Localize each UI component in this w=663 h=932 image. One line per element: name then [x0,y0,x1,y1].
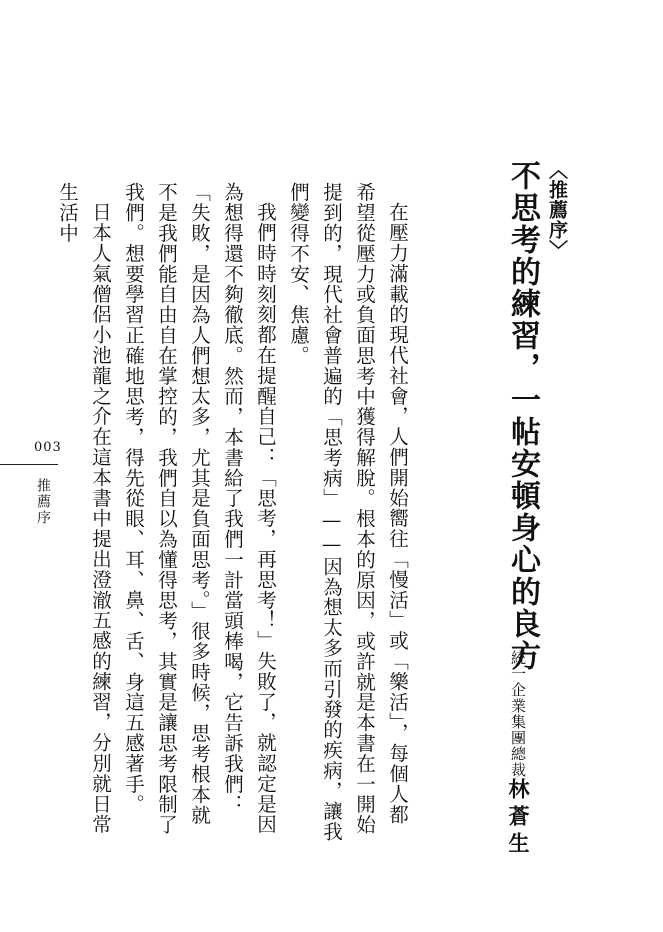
byline-organization: 統一企業集團總裁 [509,650,527,778]
section-tag: 〈推薦序〉 [546,160,568,260]
running-head: 推薦序 [35,478,51,526]
byline-name: 林蒼生 [506,778,531,859]
body-text [56,182,414,842]
body-paragraph-2: 我們時時刻刻都在提醒自己：「思考，再思考！」失敗了，就認定是因為想得還不夠徹底。然而，本書給了我們一計當頭棒喝，它告訴我們：「失敗，是因為人們想太多，尤其是負面思考。」很多時候，思考根本就不是我們能自由自在掌控的，我們自以為懂得思考，其實是讓思考限制了我們。想要學習正確地思考，得先從眼、耳、鼻、舌、身這五感著手。 [122,182,277,835]
body-paragraph-3: 日本人氣僧侶小池龍之介在這本書中提出澄澈五感的練習，分別就日常生活中 [56,182,112,834]
margin-rule [0,464,58,465]
body-paragraph-1: 在壓力滿載的現代社會，人們開始嚮往「慢活」或「樂活」，每個人都希望從壓力或負面思考中獲得解脫。根本的原因，或許就是本書在一開始提到的，現代社會普遍的「思考病」——因為想太多而引發的疾病，讓我們變得不安、焦慮。 [287,182,409,842]
chapter-title: 不思考的練習，一帖安頓身心的良方 [505,160,540,672]
page-number: 003 [34,440,62,455]
byline [503,650,533,859]
